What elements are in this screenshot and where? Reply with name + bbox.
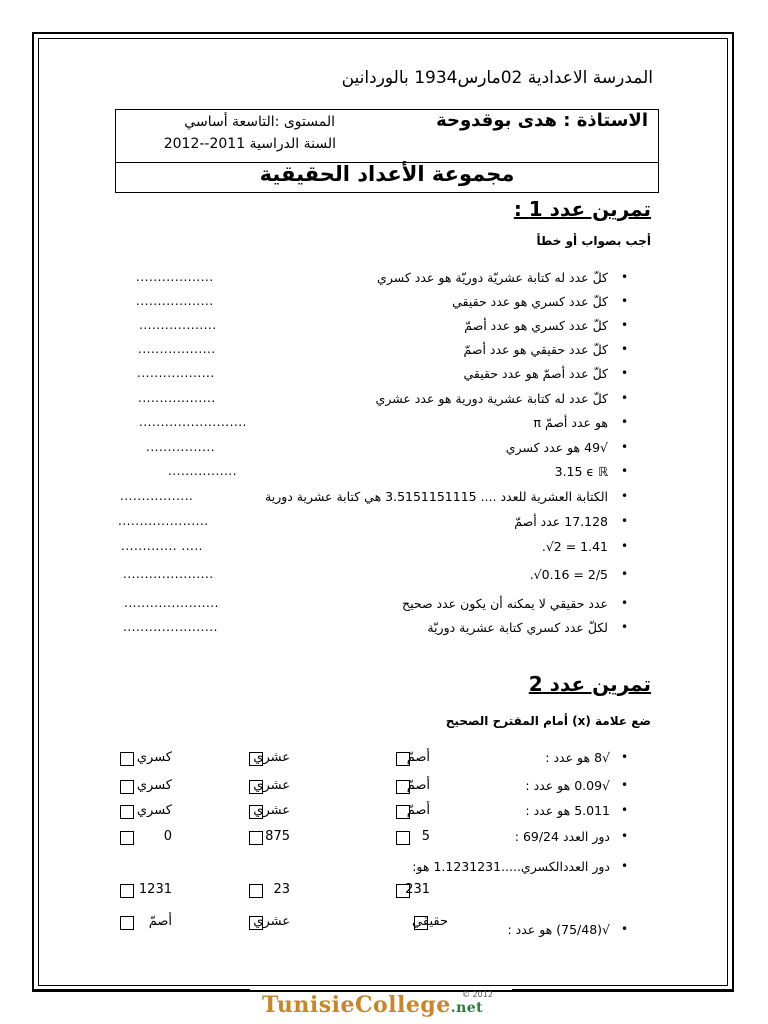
statement-text: .√2 = 1.41 [541, 539, 608, 554]
bullet-icon: • [621, 803, 629, 817]
choice-checkbox[interactable] [120, 752, 134, 766]
bullet-icon: • [621, 464, 629, 478]
choice-label: عشري [253, 750, 290, 765]
statement-text: كلّ عدد كسري هو عدد أصمّ [464, 318, 608, 333]
statement-text: كلّ عدد أصمّ هو عدد حقيقي [463, 366, 608, 381]
statement-text: 17.128 عدد أصمّ [514, 514, 608, 529]
bullet-icon: • [621, 596, 629, 610]
choice-label: 1231 [138, 882, 172, 897]
statement-text: عدد حقيقي لا يمكنه أن يكون عدد صحيح [402, 596, 608, 611]
bullet-icon: • [621, 620, 629, 634]
question-stem: √8 هو عدد : [545, 750, 610, 765]
question-stem: 5.011 هو عدد : [525, 803, 610, 818]
choice-label: أصمّ [406, 803, 430, 818]
school-name: المدرسة الاعدادية 02مارس1934 بالوردانين [341, 68, 653, 88]
site-logo: TunisieCollege.net [262, 992, 484, 1018]
statement-text: الكتابة العشرية للعدد .... 3.5151151115 هي كتابة عشرية دورية [265, 489, 608, 504]
choice-label: كسري [136, 750, 172, 765]
exercise-2-title: تمرين عدد 2 [528, 672, 651, 696]
choice-label: عشري [253, 803, 290, 818]
bullet-icon: • [621, 778, 629, 792]
choice-checkbox[interactable] [396, 831, 410, 845]
question-stem: √(75/48) هو عدد : [507, 922, 610, 937]
bullet-icon: • [621, 318, 629, 332]
bullet-icon: • [621, 859, 629, 873]
worksheet-title: مجموعة الأعداد الحقيقية [259, 162, 515, 186]
bullet-icon: • [621, 440, 629, 454]
choice-label: 5 [421, 829, 430, 844]
bullet-icon: • [621, 294, 629, 308]
answer-blank[interactable]: .................. [138, 391, 216, 405]
statement-text: كلّ عدد له كتابة عشرية دورية هو عدد عشري [375, 391, 608, 406]
choice-checkbox[interactable] [120, 916, 134, 930]
statement-text: كلّ عدد حقيقي هو عدد أصمّ [463, 342, 608, 357]
bullet-icon: • [621, 567, 629, 581]
choice-label: 875 [265, 829, 290, 844]
choice-checkbox[interactable] [120, 884, 134, 898]
answer-blank[interactable]: ................. [120, 489, 194, 503]
choice-checkbox[interactable] [120, 805, 134, 819]
bullet-icon: • [621, 750, 629, 764]
footer-rule-left [32, 989, 250, 992]
choice-checkbox[interactable] [249, 884, 263, 898]
choice-checkbox[interactable] [120, 780, 134, 794]
teacher-name: الاستاذة : هدى بوقدوحة [436, 110, 648, 131]
school-year: السنة الدراسية 2011--2012 [163, 136, 336, 152]
bullet-icon: • [621, 514, 629, 528]
bullet-icon: • [621, 922, 629, 936]
statement-text: كلّ عدد كسري هو عدد حقيقي [452, 294, 608, 309]
bullet-icon: • [621, 415, 629, 429]
bullet-icon: • [621, 489, 629, 503]
answer-blank[interactable]: ................ [146, 440, 216, 454]
choice-label: عشري [253, 914, 290, 929]
choice-label: أصمّ [148, 914, 172, 929]
answer-blank[interactable]: ......................... [139, 415, 247, 429]
exercise-2-instruction: ضع علامة (x) أمام المقترح الصحيح [445, 714, 651, 728]
question-stem: √0.09 هو عدد : [525, 778, 610, 793]
choice-label: 231 [405, 882, 430, 897]
level-label: المستوى :التاسعة أساسي [184, 114, 335, 130]
footer-rule-right [512, 989, 734, 992]
answer-blank[interactable]: ..................... [118, 514, 209, 528]
bullet-icon: • [621, 270, 629, 284]
choice-label: كسري [136, 778, 172, 793]
logo-year: © 2012 [462, 990, 493, 999]
choice-label: عشري [253, 778, 290, 793]
statement-text: 3.15 ϵ ℝ [554, 464, 608, 479]
statement-text: π هو عدد أصمّ [533, 415, 608, 430]
answer-blank[interactable]: .................. [139, 318, 217, 332]
answer-blank[interactable]: .................. [137, 366, 215, 380]
answer-blank[interactable]: ..................... [123, 567, 214, 581]
answer-blank[interactable]: .................. [138, 342, 216, 356]
choice-label: 0 [163, 829, 172, 844]
choice-label: كسري [136, 803, 172, 818]
bullet-icon: • [621, 342, 629, 356]
statement-text: لكلّ عدد كسري كتابة عشرية دوريّة [427, 620, 608, 635]
choice-checkbox[interactable] [249, 831, 263, 845]
answer-blank[interactable]: ...................... [124, 596, 219, 610]
exercise-1-instruction: أجب بصواب أو خطأ [536, 234, 651, 248]
choice-checkbox[interactable] [120, 831, 134, 845]
answer-blank[interactable]: ............. ..... [121, 539, 203, 553]
statement-text: .√0.16 = 2/5 [529, 567, 608, 582]
bullet-icon: • [621, 391, 629, 405]
choice-label: حقيقي [412, 914, 448, 929]
exercise-1-title: تمرين عدد 1 : [513, 197, 651, 221]
answer-blank[interactable]: .................. [136, 270, 214, 284]
question-stem: دور العدد 69/24 : [514, 829, 610, 844]
choice-label: 23 [273, 882, 290, 897]
choice-label: أصمّ [406, 778, 430, 793]
bullet-icon: • [621, 539, 629, 553]
bullet-icon: • [621, 829, 629, 843]
statement-text: √49 هو عدد كسري [505, 440, 608, 455]
question-stem: دور العددالكسري.....1.1231231 هو: [412, 859, 610, 874]
bullet-icon: • [621, 366, 629, 380]
answer-blank[interactable]: ................ [168, 464, 238, 478]
answer-blank[interactable]: .................. [136, 294, 214, 308]
answer-blank[interactable]: ...................... [123, 620, 218, 634]
statement-text: كلّ عدد له كتابة عشريّة دوريّة هو عدد كسري [377, 270, 608, 285]
choice-label: أصمّ [406, 750, 430, 765]
